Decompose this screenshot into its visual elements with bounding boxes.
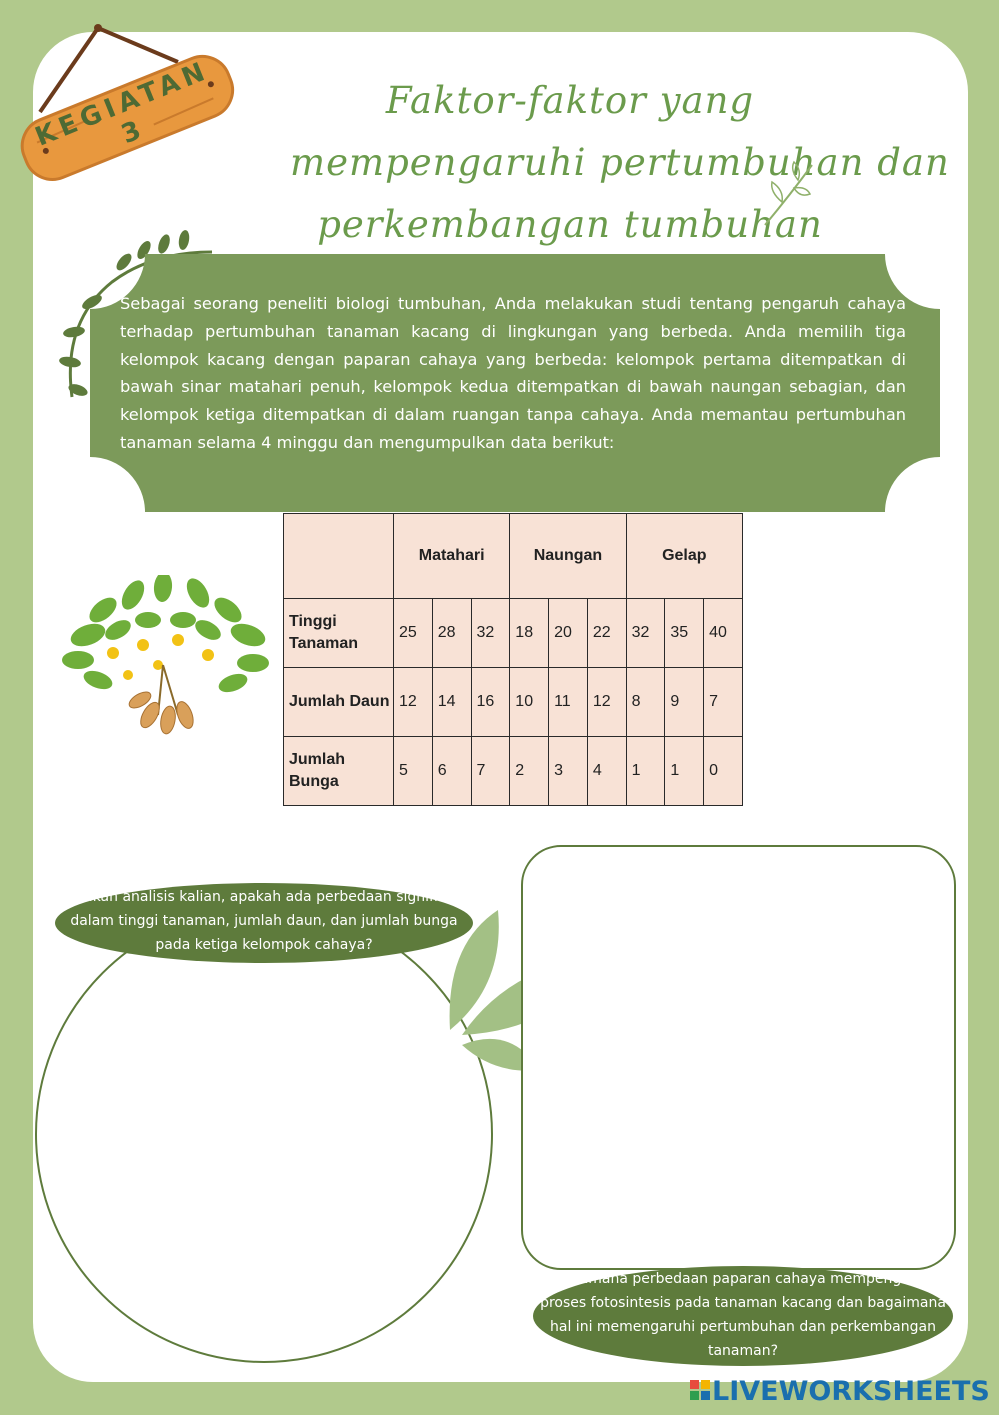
table-cell: 20 <box>549 599 588 668</box>
table-cell: 22 <box>587 599 626 668</box>
table-cell: 7 <box>704 668 743 737</box>
table-cell: 25 <box>394 599 433 668</box>
table-cell: 32 <box>626 599 665 668</box>
table-cell: 32 <box>471 599 510 668</box>
table-row <box>284 599 743 668</box>
table-cell: 40 <box>704 599 743 668</box>
table-cell: 8 <box>626 668 665 737</box>
table-cell: 3 <box>549 737 588 806</box>
table-cell: 5 <box>394 737 433 806</box>
column-group-header: Gelap <box>626 514 742 599</box>
table-cell: 0 <box>704 737 743 806</box>
data-table <box>283 513 743 806</box>
table-cell: 1 <box>626 737 665 806</box>
answer-area-1[interactable] <box>35 905 493 1363</box>
column-group-header: Naungan <box>510 514 626 599</box>
liveworksheets-logo-icon <box>690 1378 710 1402</box>
table-cell: 12 <box>587 668 626 737</box>
table-cell: 6 <box>432 737 471 806</box>
table-cell: 1 <box>665 737 704 806</box>
title-line: Faktor-faktor yang <box>385 79 755 122</box>
table-cell: 12 <box>394 668 433 737</box>
question-1: Berikan analisis kalian, apakah ada perbedaan signifikan dalam tinggi tanaman, jumlah daun, dan jumlah bunga pada ketiga kelompok cahaya? <box>55 883 473 963</box>
intro-text: Sebagai seorang peneliti biologi tumbuhan, Anda melakukan studi tentang pengaruh cahaya terhadap pertumbuhan tanaman kacang di lingkungan yang berbeda. Anda memilih tiga kelompok kacang dengan paparan cahaya yang berbeda: kelompok pertama ditempatkan di bawah sinar matahari penuh, kelompok kedua ditempatkan di bawah naungan sebagian, dan kelompok ketiga ditempatkan di dalam ruangan tanpa cahaya. Anda memantau pertumbuhan tanaman selama 4 minggu dan mengumpulkan data berikut: <box>120 294 906 452</box>
brand-name: LIVEWORKSHEETS <box>712 1376 990 1407</box>
row-header: Jumlah Daun <box>284 668 394 737</box>
table-row <box>284 737 743 806</box>
activity-label: KEGIATAN 3 <box>31 55 214 153</box>
row-header: Jumlah Bunga <box>284 737 394 806</box>
table-cell: 14 <box>432 668 471 737</box>
activity-sign <box>0 0 260 200</box>
peanut-plant-icon <box>58 575 270 735</box>
answer-area-2[interactable] <box>521 845 956 1270</box>
table-corner <box>284 514 394 599</box>
question-2: Bagaimana perbedaan paparan cahaya mempengaruhi proses fotosintesis pada tanaman kacang dan bagaimana hal ini memengaruhi pertumbuhan dan perkembangan tanaman? <box>533 1266 953 1366</box>
table-cell: 7 <box>471 737 510 806</box>
table-cell: 16 <box>471 668 510 737</box>
column-group-header: Matahari <box>394 514 510 599</box>
table-cell: 28 <box>432 599 471 668</box>
table-cell: 4 <box>587 737 626 806</box>
table-cell: 18 <box>510 599 549 668</box>
table-row <box>284 668 743 737</box>
table-cell: 35 <box>665 599 704 668</box>
row-header: Tinggi Tanaman <box>284 599 394 668</box>
leaf-sprig-icon <box>760 160 820 230</box>
brand-logo <box>690 1376 990 1410</box>
table-cell: 9 <box>665 668 704 737</box>
table-cell: 11 <box>549 668 588 737</box>
table-cell: 10 <box>510 668 549 737</box>
table-cell: 2 <box>510 737 549 806</box>
title-line: mempengaruhi pertumbuhan dan <box>290 141 950 184</box>
title-line: perkembangan tumbuhan <box>317 203 823 246</box>
